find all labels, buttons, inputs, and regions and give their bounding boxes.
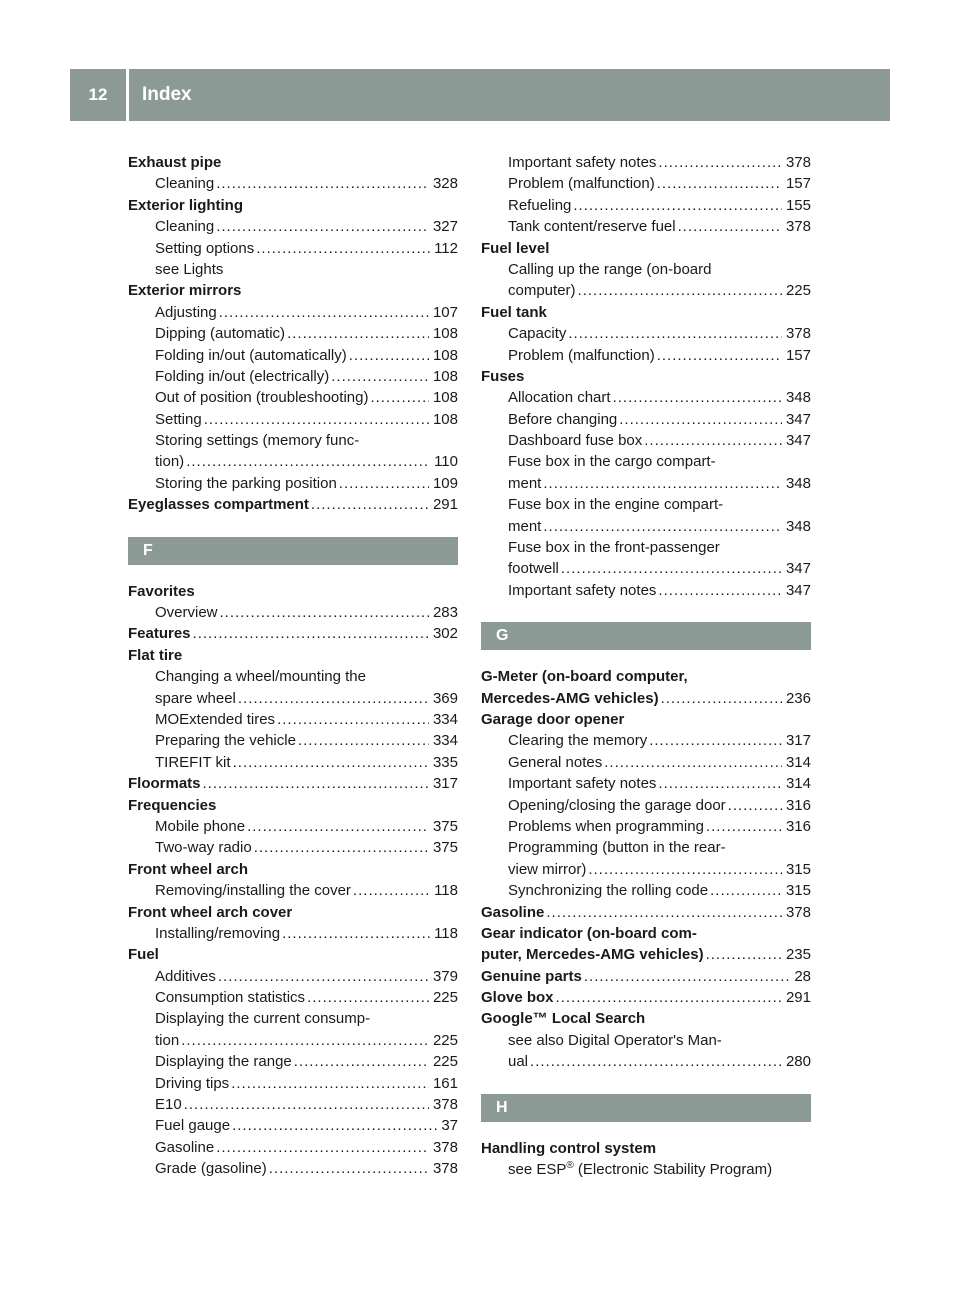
index-entry-line1: Gear indicator (on-board com- xyxy=(481,924,697,942)
index-entry[interactable]: Capacity ..... 378 xyxy=(481,323,811,344)
page-number: 12 xyxy=(88,85,108,104)
section-letter-f: F xyxy=(128,537,458,565)
index-heading: Favorites xyxy=(128,582,195,600)
index-entry-main[interactable]: Eyeglasses compartment ..... 291 xyxy=(128,494,458,515)
index-entry[interactable]: Driving tips ..... 161 xyxy=(128,1073,458,1094)
index-entry[interactable]: Important safety notes ..... 378 xyxy=(481,152,811,173)
index-heading: Front wheel arch xyxy=(128,860,249,878)
index-entry-line1: Programming (button in the rear- xyxy=(508,839,726,857)
index-entry[interactable]: Problems when programming ..... 316 xyxy=(481,816,811,837)
index-entry-line1: Fuse box in the front-passenger xyxy=(508,539,720,557)
index-entry[interactable]: Setting options ..... 112 xyxy=(128,238,458,259)
index-heading: Exhaust pipe xyxy=(128,154,222,171)
index-entry-line1: see also Digital Operator's Man- xyxy=(508,1031,722,1049)
index-entry[interactable]: Allocation chart ..... 348 xyxy=(481,387,811,408)
index-entry[interactable]: Displaying the range ..... 225 xyxy=(128,1051,458,1072)
index-see-reference[interactable]: see ESP® (Electronic Stability Program) xyxy=(508,1160,773,1179)
index-heading: Fuel level xyxy=(481,239,550,257)
index-entry[interactable]: Dashboard fuse box ..... 347 xyxy=(481,430,811,451)
index-heading: Exterior lighting xyxy=(128,196,244,214)
index-entry-line1: Storing settings (memory func- xyxy=(155,432,360,450)
index-entry[interactable]: Problem (malfunction) ..... 157 xyxy=(481,345,811,366)
index-entry[interactable]: Opening/closing the garage door ..... 316 xyxy=(481,795,811,816)
index-entry[interactable]: Important safety notes ..... 347 xyxy=(481,580,811,601)
index-entry[interactable]: Fuel gauge ..... 37 xyxy=(128,1115,458,1136)
index-entry-line1: Calling up the range (on-board xyxy=(508,260,712,278)
index-entry[interactable]: tion ..... 225 xyxy=(128,1030,458,1051)
index-entry-line1: Fuse box in the cargo compart- xyxy=(508,453,716,471)
index-entry[interactable]: Cleaning ..... 328 xyxy=(128,173,458,194)
index-entry[interactable]: Out of position (troubleshooting) ..... 108 xyxy=(128,387,458,408)
index-entry[interactable]: Problem (malfunction) ..... 157 xyxy=(481,173,811,194)
index-entry[interactable]: Dipping (automatic) ..... 108 xyxy=(128,323,458,344)
index-entry[interactable]: Clearing the memory ..... 317 xyxy=(481,730,811,751)
index-entry[interactable]: computer) ..... 225 xyxy=(481,280,811,301)
index-entry[interactable]: Grade (gasoline) ..... 378 xyxy=(128,1158,458,1179)
index-entry[interactable]: General notes ..... 314 xyxy=(481,752,811,773)
index-entry[interactable]: Two-way radio ..... 375 xyxy=(128,837,458,858)
index-entry-main[interactable]: Mercedes-AMG vehicles) ..... 236 xyxy=(481,688,811,709)
index-entry[interactable]: Overview ..... 283 xyxy=(128,602,458,623)
index-entry-line1: Displaying the current consump- xyxy=(155,1010,371,1028)
index-column-left xyxy=(128,152,458,1180)
index-entry[interactable]: Cleaning ..... 327 xyxy=(128,216,458,237)
index-heading: Google™ Local Search xyxy=(481,1010,646,1028)
index-entry[interactable]: Storing the parking position ..... 109 xyxy=(128,473,458,494)
page-header xyxy=(70,69,890,121)
index-entry[interactable]: Additives ..... 379 xyxy=(128,966,458,987)
index-entry-line1: G-Meter (on-board computer, xyxy=(481,668,688,686)
index-entry[interactable]: Setting ..... 108 xyxy=(128,409,458,430)
index-entry[interactable]: spare wheel ..... 369 xyxy=(128,688,458,709)
index-entry-main[interactable]: Features ..... 302 xyxy=(128,623,458,644)
index-entry[interactable]: Important safety notes ..... 314 xyxy=(481,773,811,794)
index-entry[interactable]: Removing/installing the cover ..... 118 xyxy=(128,880,458,901)
page-title: Index xyxy=(142,84,192,105)
header-divider xyxy=(126,69,129,121)
index-heading: Fuel xyxy=(128,946,159,964)
index-column-right xyxy=(481,152,811,1180)
index-entry-line1: Fuse box in the engine compart- xyxy=(508,496,724,514)
index-entry-main[interactable]: Floormats ..... 317 xyxy=(128,773,458,794)
index-entry-main[interactable]: Glove box ..... 291 xyxy=(481,987,811,1008)
index-entry[interactable]: ment ..... 348 xyxy=(481,516,811,537)
index-heading: Flat tire xyxy=(128,646,183,664)
index-heading: Fuel tank xyxy=(481,303,547,321)
index-entry[interactable]: Gasoline ..... 378 xyxy=(128,1137,458,1158)
index-entry-main[interactable]: Genuine parts ..... 28 xyxy=(481,966,811,987)
index-entry[interactable]: ual ..... 280 xyxy=(481,1051,811,1072)
index-heading: Frequencies xyxy=(128,796,217,814)
index-heading: Handling control system xyxy=(481,1139,657,1157)
index-entry[interactable]: Folding in/out (electrically) ..... 108 xyxy=(128,366,458,387)
index-entry[interactable]: Installing/removing ..... 118 xyxy=(128,923,458,944)
index-heading: Exterior mirrors xyxy=(128,282,242,300)
index-entry[interactable]: Mobile phone ..... 375 xyxy=(128,816,458,837)
index-entry[interactable]: Consumption statistics ..... 225 xyxy=(128,987,458,1008)
index-heading: Fuses xyxy=(481,367,525,385)
section-letter-g: G xyxy=(481,622,811,650)
index-entry[interactable]: ment ..... 348 xyxy=(481,473,811,494)
index-entry[interactable]: Tank content/reserve fuel ..... 378 xyxy=(481,216,811,237)
index-entry[interactable]: footwell ..... 347 xyxy=(481,558,811,579)
index-entry-main[interactable]: Gasoline ..... 378 xyxy=(481,902,811,923)
index-entry-main[interactable]: puter, Mercedes-AMG vehicles) ..... 235 xyxy=(481,944,811,965)
index-entry[interactable]: MOExtended tires ..... 334 xyxy=(128,709,458,730)
index-heading: Front wheel arch cover xyxy=(128,903,293,921)
index-entry[interactable]: TIREFIT kit ..... 335 xyxy=(128,752,458,773)
section-letter-h: H xyxy=(481,1094,811,1122)
index-entry[interactable]: view mirror) ..... 315 xyxy=(481,859,811,880)
index-entry[interactable]: Refueling ..... 155 xyxy=(481,195,811,216)
index-see-reference[interactable]: see Lights xyxy=(155,260,224,278)
index-entry[interactable]: Synchronizing the rolling code ..... 315 xyxy=(481,880,811,901)
index-heading: Garage door opener xyxy=(481,710,625,728)
index-entry[interactable]: Adjusting ..... 107 xyxy=(128,302,458,323)
index-entry[interactable]: Before changing ..... 347 xyxy=(481,409,811,430)
index-entry-line1: Changing a wheel/mounting the xyxy=(155,668,366,686)
index-entry[interactable]: tion) ..... 110 xyxy=(128,451,458,472)
index-entry[interactable]: Preparing the vehicle ..... 334 xyxy=(128,730,458,751)
index-entry[interactable]: E10 ..... 378 xyxy=(128,1094,458,1115)
index-entry[interactable]: Folding in/out (automatically) ..... 108 xyxy=(128,345,458,366)
